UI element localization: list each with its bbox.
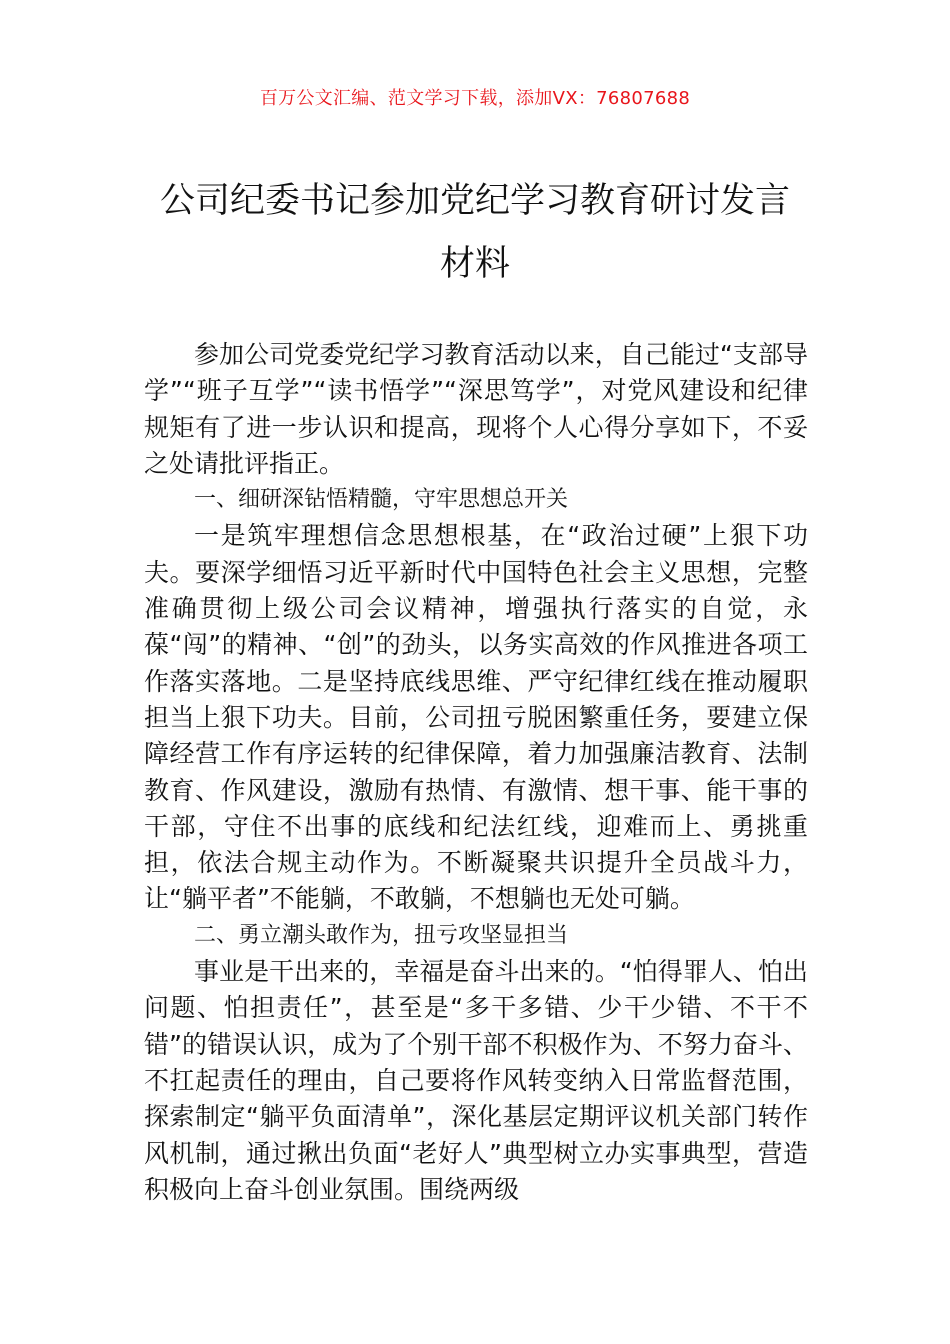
section-heading-2: 二、勇立潮头敢作为，扭亏攻坚显担当 [194,922,569,948]
title-line-1: 公司纪委书记参加党纪学习教育研讨发言 [159,181,790,221]
paragraph-section-1: 一是筑牢理想信念思想根基，在“政治过硬”上狠下功夫。要深学细悟习近平新时代中国特色社会主义思想，完整准确贯彻上级公司会议精神，增强执行落实的自觉，永葆“闯”的精神、“创”的劲头，以务实高效的作风推进各项工作落实落地。二是坚持底线思维、严守纪律红线在推动履职担当上狠下功夫。目前，公司扭亏脱困繁重任务，要建立保障经营工作有序运转的纪律保障，着力加强廉洁教育、法制教育、作风建设，激励有热情、有激情、想干事、能干事的干部，守住不出事的底线和纪法红线，迎难而上、勇挑重担，依法合规主动作为。不断凝聚共识提升全员战斗力，让“躺平者”不能躺，不敢躺，不想躺也无处可躺。 [144,521,808,914]
paragraph-intro: 参加公司党委党纪学习教育活动以来，自己能过“支部导学”“班子互学”“读书悟学”“深思笃学”，对党风建设和纪律规矩有了进一步认识和提高，现将个人心得分享如下，不妥之处请批评指正。 [144,340,808,478]
header-note: 百万公文汇编、范文学习下载，添加VX：76807688 [259,88,691,109]
document-title [120,170,830,296]
section-heading-1: 一、细研深钻悟精髓，守牢思想总开关 [194,487,569,513]
document-body [144,337,808,1208]
title-line-2: 材料 [439,244,510,284]
paragraph-section-2: 事业是干出来的，幸福是奋斗出来的。“怕得罪人、怕出问题、怕担责任”，甚至是“多干多错、少干少错、不干不错”的错误认识，成为了个别干部不积极作为、不努力奋斗、不扛起责任的理由，自己要将作风转变纳入日常监督范围，探索制定“躺平负面清单”，深化基层定期评议机关部门转作风机制，通过揪出负面“老好人”典型树立办实事典型，营造积极向上奋斗创业氛围。围绕两级 [144,957,808,1204]
